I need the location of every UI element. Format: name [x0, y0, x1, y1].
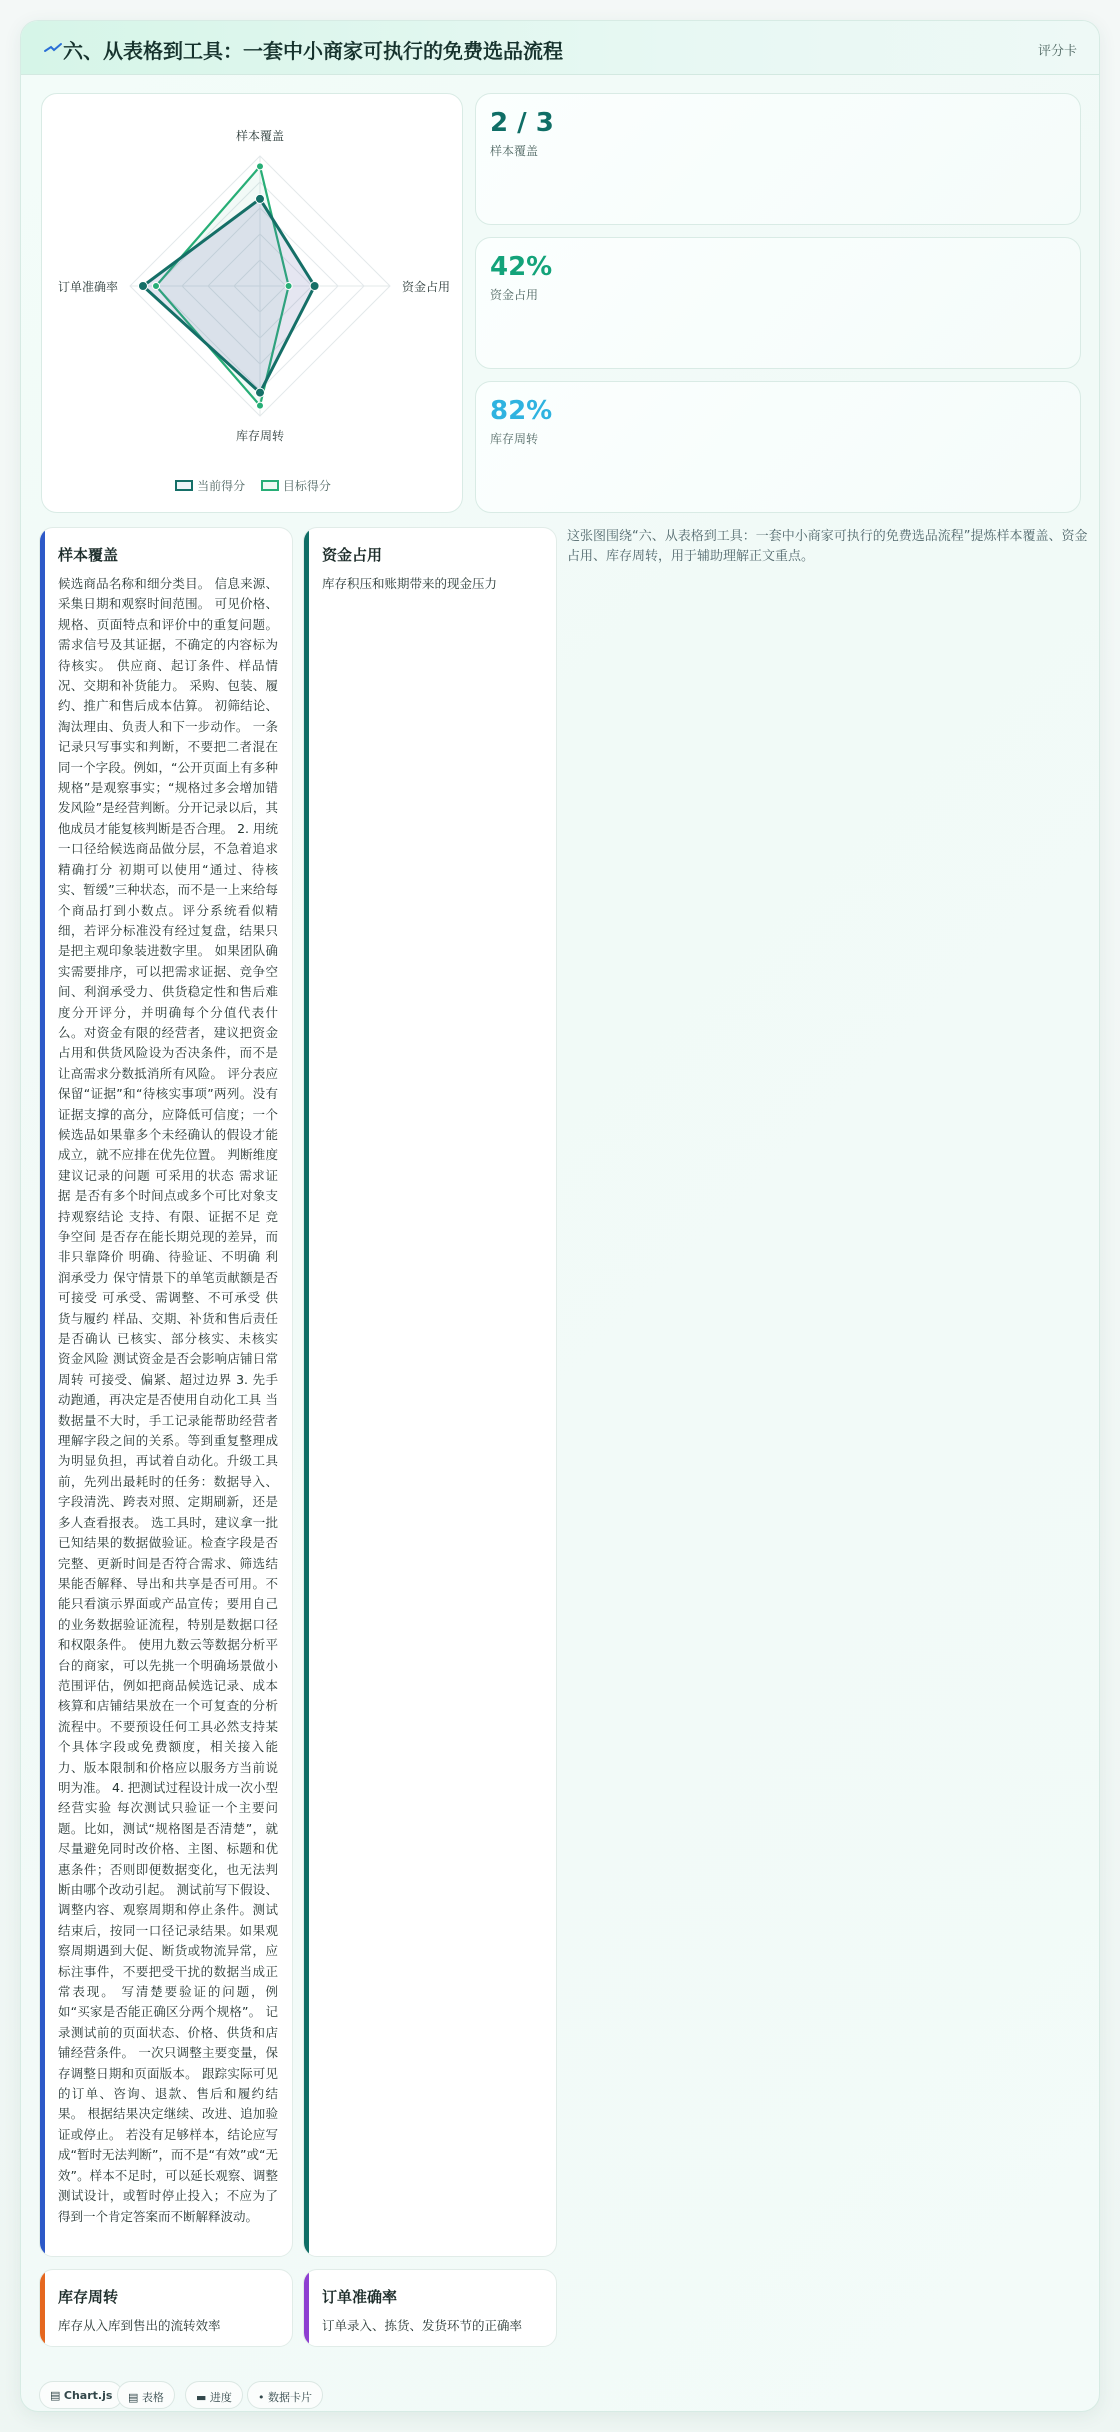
chip-label: 进度: [209, 2391, 232, 2404]
card-accent: [40, 528, 45, 2256]
stat-label: 样本覆盖: [490, 144, 539, 158]
chart-icon: ▤: [50, 2389, 64, 2402]
section-header: [21, 21, 1099, 75]
card-title: 库存周转: [58, 2288, 119, 2306]
legend-swatch-current: [175, 480, 193, 491]
chip-label: Chart.js: [63, 2389, 113, 2402]
stat-label: 资金占用: [490, 288, 539, 302]
table-icon: ▤: [128, 2391, 142, 2404]
legend-item-target[interactable]: [261, 477, 331, 494]
chart-note: 这张图围绕“六、从表格到工具：一套中小商家可执行的免费选品流程”提炼样本覆盖、资金占用、库存周转，用于辅助理解正文重点。: [567, 529, 1088, 564]
stat-label: 库存周转: [490, 432, 539, 446]
radar-point: [257, 163, 264, 170]
radar-axis-label: 样本覆盖: [235, 129, 285, 143]
card-description: 库存从入库到售出的流转效率: [58, 2318, 221, 2333]
stat-value: 42%: [490, 252, 553, 282]
metric-card-accuracy: [303, 2269, 557, 2347]
radar-axis-label: 库存周转: [235, 429, 285, 443]
card-description: 候选商品名称和细分类目。 信息来源、采集日期和观察时间范围。 可见价格、规格、页面特点和评价中的重复问题。 需求信号及其证据，不确定的内容标为待核实。 供应商、起订条件、样品情况、交期和补货能力。 采购、包装、履约、推广和售后成本估算。 初筛结论、淘汰理由、负责人和下一步动作。 一条记录只写事实和判断，不要把二者混在同一个字段。例如，“公开页面上有多种规格”是观察事实；“规格过多会增加错发风险”是经营判断。分开记录以后，其他成员才能复核判断是否合理。 2. 用统一口径给候选商品做分层，不急着追求精确打分 初期可以使用“通过、待核实、暂缓”三种状态，而不是一上来给每个商品打到小数点。评分系统看似精细，若评分标准没有经过复盘，结果只是把主观印象装进数字里。 如果团队确实需要排序，可以把需求证据、竞争空间、利润承受力、供货稳定性和售后难度分开评分，并明确每个分值代表什么。对资金有限的经营者，建议把资金占用和供货风险设为否决条件，而不是让高需求分数抵消所有风险。 评分表应保留“证据”和“待核实事项”两列。没有证据支撑的高分，应降低可信度；一个候选品如果靠多个未经确认的假设才能成立，就不应排在优先位置。 判断维度 建议记录的问题 可采用的状态 需求证据 是否有多个时间点或多个可比对象支持观察结论 支持、有限、证据不足 竞争空间 是否存在能长期兑现的差异，而非只靠降价 明确、待验证、不明确 利润承受力 保守情景下的单笔贡献额是否可接受 可承受、需调整、不可承受 供货与履约 样品、交期、补货和售后责任是否确认 已核实、部分核实、未核实 资金风险 测试资金是否会影响店铺日常周转 可接受、偏紧、超过边界 3. 先手动跑通，再决定是否使用自动化工具 当数据量不大时，手工记录能帮助经营者理解字段之间的关系。等到重复整理成为明显负担，再试着自动化。升级工具前，先列出最耗时的任务：数据导入、字段清洗、跨表对照、定期刷新，还是多人查看报表。 选工具时，建议拿一批已知结果的数据做验证。检查字段是否完整、更新时间是否符合需求、筛选结果能否解释、导出和共享是否可用。不能只看演示界面或产品宣传；要用自己的业务数据验证流程，特别是数据口径和权限条件。 使用九数云等数据分析平台的商家，可以先挑一个明确场景做小范围评估，例如把商品候选记录、成本核算和店铺结果放在一个可复查的分析流程中。不要预设任何工具必然支持某个具体字段或免费额度，相关接入能力、版本限制和价格应以服务方当前说明为准。 4. 把测试过程设计成一次小型经营实验 每次测试只验证一个主要问题。比如，测试“规格图是否清楚”，就尽量避免同时改价格、主图、标题和优惠条件；否则即便数据变化，也无法判断由哪个改动引起。 测试前写下假设、调整内容、观察周期和停止条件。测试结束后，按同一口径记录结果。如果观察周期遇到大促、断货或物流异常，应标注事件，不要把受干扰的数据当成正常表现。 写清楚要验证的问题，例如“买家是否能正确区分两个规格”。 记录测试前的页面状态、价格、供货和店铺经营条件。 一次只调整主要变量，保存调整日期和页面版本。 跟踪实际可见的订单、咨询、退款、售后和履约结果。 根据结果决定继续、改进、追加验证或停止。 若没有足够样本，结论应写成“暂时无法判断”，而不是“有效”或“无效”。样本不足时，可以延长观察、调整测试设计，或暂时停止投入；不应为了得到一个肯定答案而不断解释波动。: [58, 576, 278, 2224]
radar-chart-panel: [41, 93, 463, 513]
card-title: 订单准确率: [322, 2288, 398, 2306]
stat-card-turnover: [475, 381, 1081, 513]
card-description: 订单录入、拣货、发货环节的正确率: [322, 2318, 523, 2333]
card-accent: [304, 528, 309, 2256]
legend-item-current[interactable]: [175, 477, 245, 494]
radar-chart: [42, 94, 462, 474]
card-title: 资金占用: [322, 546, 383, 564]
chart-legend: [42, 477, 464, 494]
legend-label-target: 目标得分: [282, 479, 331, 493]
metric-card-sample: [39, 527, 293, 2257]
radar-point: [153, 283, 160, 290]
radar-point: [285, 283, 292, 290]
chip-label: 表格: [141, 2391, 164, 2404]
radar-axis-label: 订单准确率: [57, 280, 118, 294]
legend-swatch-target: [261, 480, 279, 491]
metric-card-turnover: [39, 2269, 293, 2347]
stat-card-sample: [475, 93, 1081, 225]
card-accent: [304, 2270, 309, 2346]
chip-label: 数据卡片: [268, 2391, 312, 2404]
trend-icon: [43, 38, 63, 58]
chip-data-card[interactable]: [247, 2381, 323, 2409]
radar-point: [256, 388, 265, 397]
radar-point: [310, 282, 319, 291]
chip-chartjs[interactable]: [39, 2381, 123, 2409]
radar-axis-label: 资金占用: [402, 280, 451, 294]
chip-table[interactable]: [117, 2381, 175, 2409]
legend-label-current: 当前得分: [197, 479, 246, 493]
metric-card-capital: [303, 527, 557, 2257]
radar-point: [139, 282, 148, 291]
radar-series-current: [143, 199, 315, 393]
radar-point: [256, 194, 265, 203]
radar-point: [257, 402, 264, 409]
chip-progress[interactable]: [185, 2381, 243, 2409]
stat-value: 2 / 3: [490, 108, 554, 138]
card-description: 库存积压和账期带来的现金压力: [322, 576, 498, 591]
card-accent: [40, 2270, 45, 2346]
stat-card-capital: [475, 237, 1081, 369]
report-frame: [20, 20, 1100, 2412]
stat-value: 82%: [490, 396, 553, 426]
page-title: 六、从表格到工具：一套中小商家可执行的免费选品流程: [63, 39, 563, 63]
card-title: 样本覆盖: [58, 546, 119, 564]
progress-icon: ▬: [196, 2391, 210, 2404]
scorecard-tag: 评分卡: [1037, 44, 1077, 59]
dot-icon: •: [258, 2391, 268, 2404]
